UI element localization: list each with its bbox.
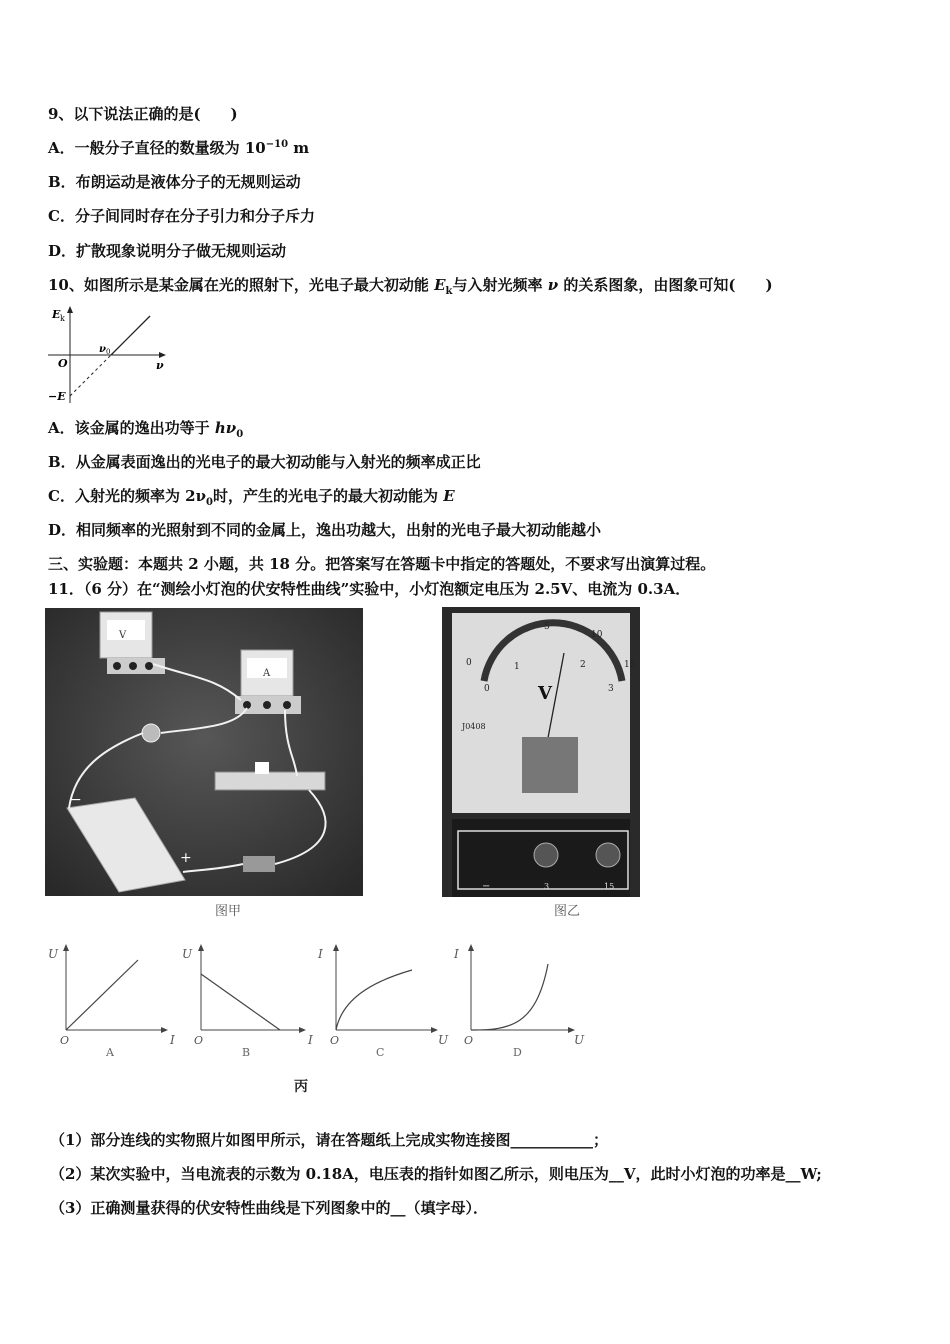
graph-c-o: O	[330, 1034, 340, 1047]
term-3: 3	[544, 882, 550, 891]
graph-y-sub: k	[60, 314, 65, 323]
svg-text:A: A	[263, 668, 271, 679]
meter-unit: V	[538, 683, 552, 704]
graph-nu0: ν	[99, 344, 106, 355]
q9-stem: 9、以下说法正确的是( )	[48, 105, 238, 123]
graph-origin: O	[58, 357, 68, 370]
graph-a-letter: A	[106, 1046, 114, 1059]
voltmeter-photo	[442, 607, 640, 897]
fig-a-caption: 图甲	[215, 904, 242, 919]
scale-mid-2: 2	[580, 660, 586, 670]
q11-part-1: （1）部分连线的实物照片如图甲所示，请在答题纸上完成实物连接图___________；	[50, 1131, 608, 1149]
graph-d-x: U	[574, 1033, 585, 1047]
section-3-heading: 三、实验题：本题共 2 小题，共 18 分。把答案写在答题卡中指定的答题处，不要求写出演算过程。	[48, 555, 716, 573]
scale-mid-0: 0	[484, 684, 490, 694]
graph-d-letter: D	[513, 1046, 522, 1059]
q9-option-b: B．布朗运动是液体分子的无规则运动	[48, 173, 301, 191]
ek-nu-graph	[44, 303, 174, 409]
graph-c-x: U	[438, 1033, 449, 1047]
q10-option-b: B．从金属表面逸出的光电子的最大初动能与入射光的频率成正比	[48, 453, 481, 471]
q10-option-a: A．该金属的逸出功等于 $h\nu_0$	[48, 419, 244, 440]
graph-a-o: O	[60, 1034, 70, 1047]
scale-top-0: 0	[466, 658, 472, 668]
term-15: 15	[604, 882, 615, 891]
q11-stem: 11．（6 分）在“测绘小灯泡的伏安特性曲线”实验中，小灯泡额定电压为 2.5V、电流为 0.3A．	[48, 580, 691, 598]
q9-option-d: D．扩散现象说明分子做无规则运动	[48, 242, 287, 260]
graph-b-y: U	[182, 947, 193, 961]
graph-a-y: U	[48, 947, 59, 961]
scale-top-15: 15	[624, 660, 636, 670]
graph-c	[317, 944, 449, 1059]
q9-option-a: A．一般分子直径的数量级为 $10^{-10}$ m	[48, 139, 310, 157]
scale-mid-1: 1	[514, 662, 520, 672]
graph-d	[453, 944, 585, 1059]
circuit-photo	[45, 608, 363, 896]
meter-model: J0408	[462, 722, 486, 731]
q11-part-3: （3）正确测量获得的伏安特性曲线是下列图象中的__（填字母）．	[50, 1199, 488, 1217]
term-minus: −	[482, 881, 491, 892]
svg-text:−: −	[70, 792, 82, 808]
q11-part-2: （2）某次实验中，当电流表的示数为 0.18A，电压表的指针如图乙所示，则电压为__V，此时小灯泡的功率是__W;	[50, 1165, 822, 1183]
q9-option-c: C．分子间同时存在分子引力和分子斥力	[48, 207, 315, 225]
iv-graphs	[40, 940, 600, 1070]
graph-d-o: O	[464, 1034, 474, 1047]
scale-top-5: 5	[544, 622, 550, 632]
graph-x-label: ν	[156, 359, 164, 372]
graph-c-y: I	[318, 947, 323, 961]
q10-option-d: D．相同频率的光照射到不同的金属上，逸出功越大，出射的光电子最大初动能越小	[48, 521, 602, 539]
graph-b-letter: B	[242, 1046, 251, 1059]
graph-b-o: O	[194, 1034, 204, 1047]
svg-text:V: V	[119, 630, 127, 641]
q10-option-c: C．入射光的频率为 $2\nu_0$时，产生的光电子的最大初动能为 E	[48, 487, 455, 508]
graph-b-x: I	[308, 1033, 313, 1047]
scale-top-10: 10	[591, 630, 603, 640]
graph-a	[48, 944, 175, 1059]
graph-nu0-sub: 0	[106, 348, 111, 356]
svg-text:+: +	[180, 850, 192, 866]
graph-a-x: I	[170, 1033, 175, 1047]
scale-mid-3: 3	[608, 684, 614, 694]
graph-b	[182, 944, 313, 1059]
graph-d-y: I	[454, 947, 459, 961]
graph-c-letter: C	[376, 1046, 385, 1059]
fig-c-caption: 丙	[294, 1079, 308, 1095]
graph-neg-e: −E	[48, 390, 66, 403]
q10-stem: 10、如图所示是某金属在光的照射下，光电子最大初动能 $E_k$与入射光频率 ν 的关系图象，由图象可知( )	[48, 276, 773, 297]
fig-b-caption: 图乙	[554, 904, 581, 919]
graph-y-label: E	[52, 308, 61, 321]
